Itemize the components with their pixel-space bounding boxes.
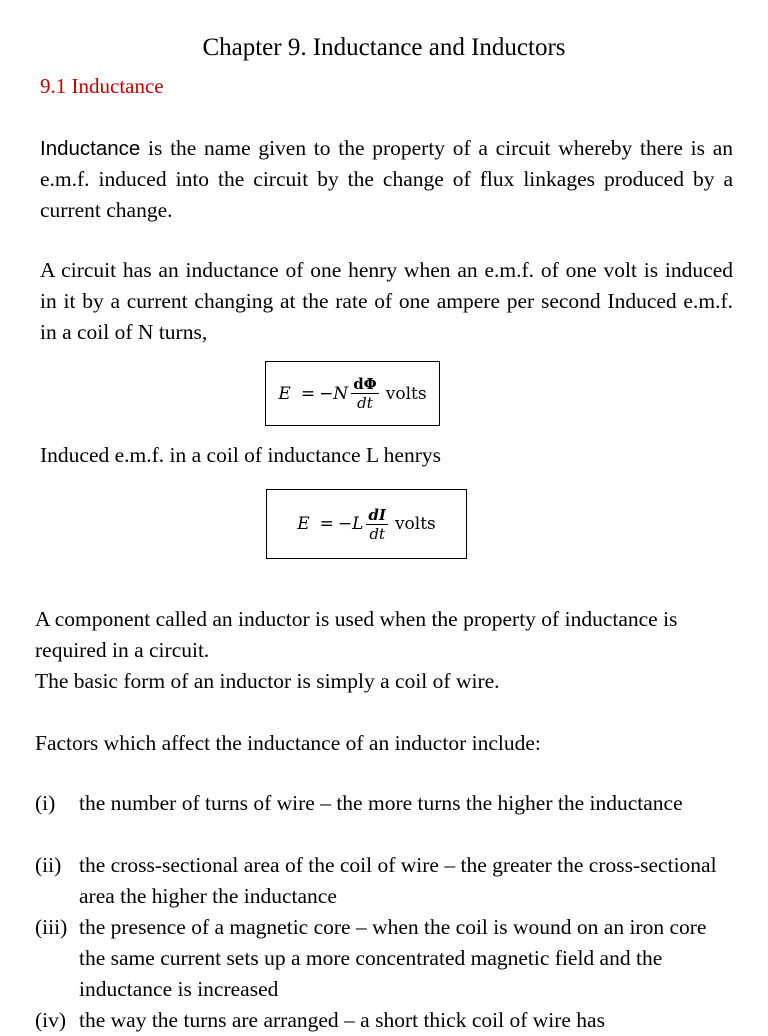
formula-unit: volts bbox=[385, 383, 427, 404]
fraction-denominator: dt bbox=[369, 524, 385, 543]
paragraph-induced-emf-inductance: Induced e.m.f. in a coil of inductance L henrys bbox=[40, 443, 441, 467]
inductor-usage-sentence: A component called an inductor is used when the property of inductance is required in a circuit. bbox=[35, 607, 678, 662]
formula-fraction bbox=[366, 506, 388, 543]
term-inductance: Inductance bbox=[40, 137, 141, 160]
paragraph-inductance-definition bbox=[40, 133, 733, 226]
chapter-title: Chapter 9. Inductance and Inductors bbox=[202, 34, 566, 61]
inductor-basic-form-sentence: The basic form of an inductor is simply a coil of wire. bbox=[35, 669, 500, 693]
formula-coefficient: −L bbox=[337, 514, 364, 534]
factor-number: (iv) bbox=[35, 1008, 67, 1032]
factor-number: (i) bbox=[35, 791, 56, 815]
factor-list-item bbox=[35, 912, 735, 1005]
factor-number: (iii) bbox=[35, 915, 68, 939]
factor-list-item bbox=[35, 1005, 735, 1036]
formula-unit: volts bbox=[394, 514, 436, 534]
factor-list-item bbox=[35, 850, 735, 912]
factor-text: the way the turns are arranged – a short thick coil of wire has bbox=[79, 1008, 605, 1032]
definition-text: is the name given to the property of a circuit whereby there is an e.m.f. induced into the circuit by the change of flux linkages produced by a current change. bbox=[40, 136, 733, 222]
factor-number: (ii) bbox=[35, 853, 62, 877]
formula-box-inductance bbox=[266, 489, 467, 559]
formula-coefficient: −N bbox=[319, 383, 349, 404]
paragraph-henry-definition: A circuit has an inductance of one henry when an e.m.f. of one volt is induced in it by a current changing at the rate of one ampere per second Induced e.m.f. in a coil of N turns, bbox=[40, 258, 733, 344]
formula-emf-flux bbox=[266, 362, 439, 425]
factor-text: the number of turns of wire – the more turns the higher the inductance bbox=[79, 791, 683, 815]
factor-text: the presence of a magnetic core – when the coil is wound on an iron core the same current sets up a more concentrated magnetic field and the inductance is increased bbox=[79, 915, 707, 1001]
formula-lhs: E bbox=[297, 514, 310, 534]
factor-text: the cross-sectional area of the coil of wire – the greater the cross-sectional area the higher the inductance bbox=[79, 853, 717, 908]
fraction-numerator: dΦ bbox=[353, 375, 377, 393]
section-heading: 9.1 Inductance bbox=[40, 74, 164, 98]
fraction-denominator: dt bbox=[357, 394, 373, 412]
fraction-numerator: dI bbox=[368, 505, 386, 524]
paragraph-inductor-component bbox=[35, 604, 735, 697]
factor-list-item bbox=[35, 788, 735, 819]
paragraph-factors-intro: Factors which affect the inductance of an inductor include: bbox=[35, 731, 541, 755]
formula-box-flux bbox=[265, 361, 440, 426]
formula-fraction bbox=[351, 375, 379, 412]
formula-emf-inductance bbox=[267, 490, 466, 558]
formula-equals: = bbox=[319, 514, 334, 534]
formula-equals: = bbox=[300, 383, 316, 404]
formula-lhs: E bbox=[278, 383, 291, 404]
